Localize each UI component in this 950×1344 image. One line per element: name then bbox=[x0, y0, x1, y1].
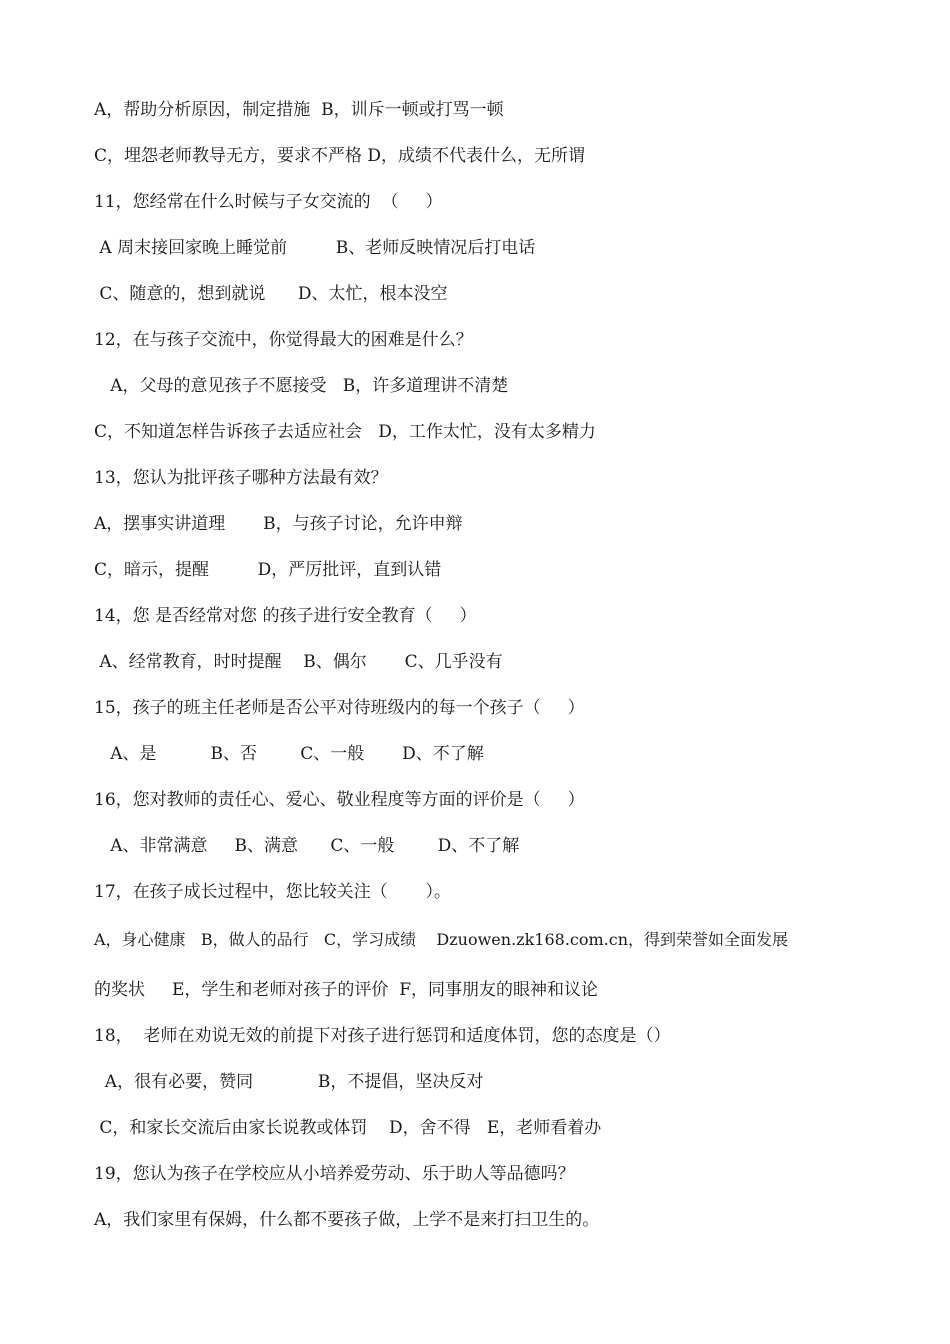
text-line: A，我们家里有保姆，什么都不要孩子做，上学不是来打扫卫生的。 bbox=[94, 1210, 600, 1230]
question-17: 17，在孩子成长过程中，您比较关注（ ）。 bbox=[94, 882, 451, 902]
text-line: A，帮助分析原因，制定措施 B，训斥一顿或打骂一顿 bbox=[94, 100, 504, 120]
question-16: 16，您对教师的责任心、爱心、敬业程度等方面的评价是（ ） bbox=[94, 790, 585, 810]
text-line: C，和家长交流后由家长说教或体罚 D，舍不得 E，老师看着办 bbox=[94, 1118, 602, 1138]
question-11: 11，您经常在什么时候与子女交流的 （ ） bbox=[94, 192, 443, 212]
text-line: A，摆事实讲道理 B，与孩子讨论，允许申辩 bbox=[94, 514, 463, 534]
text-line: C，埋怨老师教导无方，要求不严格 D，成绩不代表什么，无所谓 bbox=[94, 146, 586, 166]
text-line: A 周末接回家晚上睡觉前 B、老师反映情况后打电话 bbox=[94, 238, 536, 258]
question-19: 19，您认为孩子在学校应从小培养爱劳动、乐于助人等品德吗？ bbox=[94, 1164, 575, 1184]
question-13: 13，您认为批评孩子哪种方法最有效？ bbox=[94, 468, 388, 488]
text-line: A、非常满意 B、满意 C、一般 D、不了解 bbox=[94, 836, 520, 856]
question-18: 18， 老师在劝说无效的前提下对孩子进行惩罚和适度体罚，您的态度是（） bbox=[94, 1026, 671, 1046]
text-line: A，父母的意见孩子不愿接受 B，许多道理讲不清楚 bbox=[94, 376, 509, 396]
text-line: A，很有必要，赞同 B，不提倡，坚决反对 bbox=[94, 1072, 484, 1092]
text-line: A，身心健康 B，做人的品行 C，学习成绩 Dzuowen.zk168.com.cn，得到荣誉如全面发展 bbox=[94, 930, 789, 949]
text-line: 的奖状 E，学生和老师对孩子的评价 F，同事朋友的眼神和议论 bbox=[94, 980, 599, 1000]
question-14: 14，您 是否经常对您 的孩子进行安全教育（ ） bbox=[94, 606, 477, 626]
text-line: A、是 B、否 C、一般 D、不了解 bbox=[94, 744, 484, 764]
text-line: C，暗示，提醒 D，严厉批评，直到认错 bbox=[94, 560, 442, 580]
question-15: 15，孩子的班主任老师是否公平对待班级内的每一个孩子（ ） bbox=[94, 698, 585, 718]
text-line: A、经常教育，时时提醒 B、偶尔 C、几乎没有 bbox=[94, 652, 503, 672]
question-12: 12，在与孩子交流中，你觉得最大的困难是什么？ bbox=[94, 330, 473, 350]
text-line: C，不知道怎样告诉孩子去适应社会 D，工作太忙，没有太多精力 bbox=[94, 422, 596, 442]
text-line: C、随意的，想到就说 D、太忙，根本没空 bbox=[94, 284, 448, 304]
